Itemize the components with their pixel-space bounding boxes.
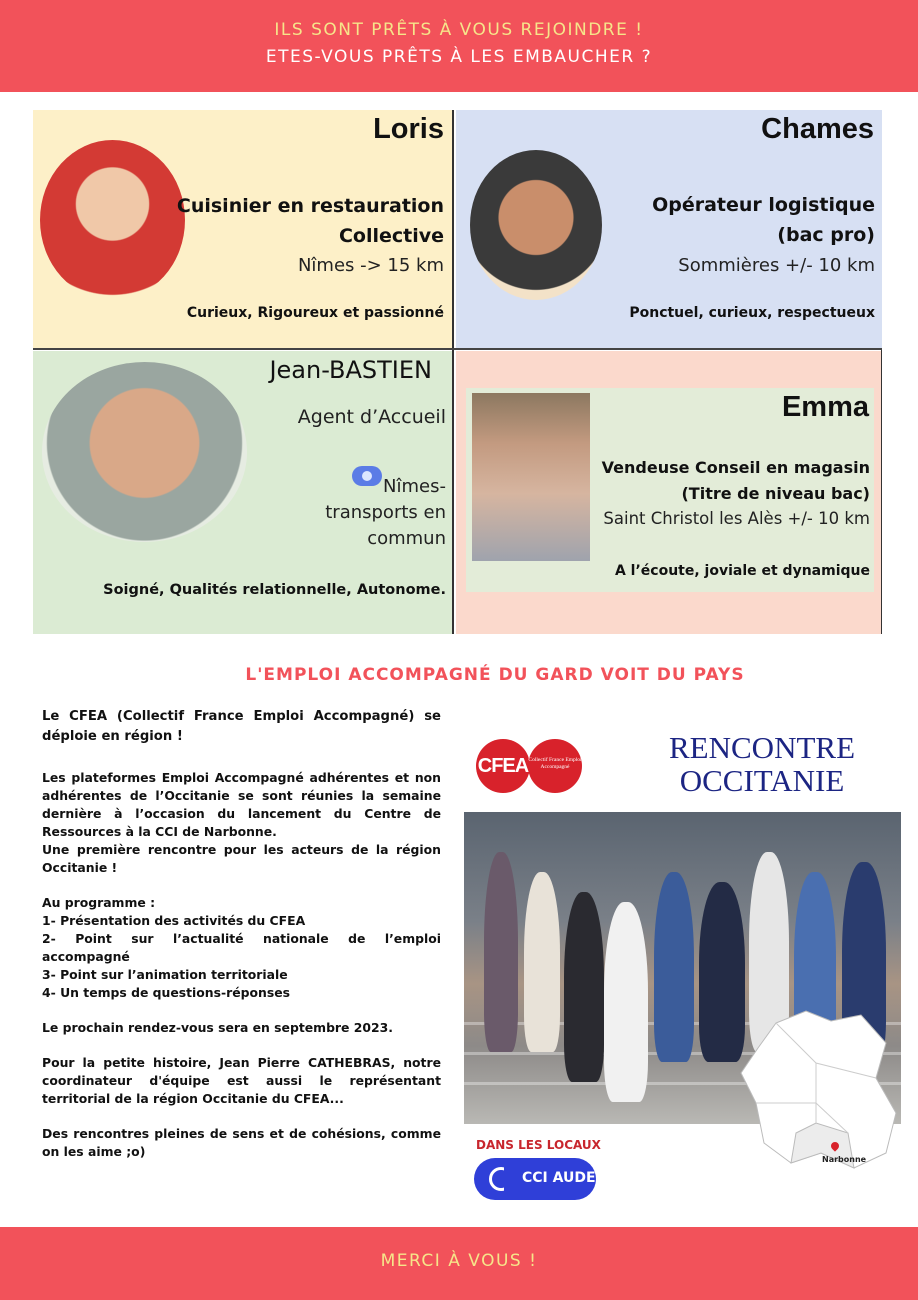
- profile-location-loris: Nîmes -> 15 km: [297, 255, 444, 276]
- cci-icon: [489, 1167, 513, 1191]
- avatar-jean-bastien: [42, 362, 247, 542]
- grid-divider-horizontal: [33, 348, 882, 350]
- bottom-banner: [0, 1227, 918, 1300]
- location-line-3: commun: [367, 528, 446, 549]
- profile-location-chames: Sommières +/- 10 km: [678, 255, 875, 276]
- article-body: [42, 707, 441, 1178]
- list-item: 1- Présentation des activités du CFEA: [42, 913, 306, 928]
- banner-line-1: ILS SONT PRÊTS À VOUS REJOINDRE !: [274, 20, 644, 40]
- profile-name-loris: Loris: [373, 113, 444, 145]
- profile-qualities-jean-bastien: Soigné, Qualités relationnelle, Autonome.: [103, 582, 446, 598]
- profile-name-jean-bastien: Jean-BASTIEN: [269, 356, 432, 384]
- article-paragraph: Des rencontres pleines de sens et de cohésions, comme on les aime ;o): [42, 1126, 441, 1159]
- article-paragraph: Les plateformes Emploi Accompagné adhérentes et non adhérentes de l’Occitanie se sont réunies la semaine dernière à l’occasion du lancement du Centre de Ressources à la CCI de Narbonne.: [42, 770, 441, 839]
- profile-job-line-1: Cuisinier en restauration: [176, 195, 444, 217]
- banner-line-2: ETES-VOUS PRÊTS À LES EMBAUCHER ?: [265, 47, 653, 67]
- avatar-chames: [470, 150, 602, 300]
- cci-aude-logo: [474, 1158, 596, 1200]
- cfea-logo: [476, 739, 586, 791]
- poster-title: [642, 731, 882, 797]
- poster-title-line-2: OCCITANIE: [679, 763, 845, 798]
- profile-qualities-loris: Curieux, Rigoureux et passionné: [186, 305, 444, 321]
- article-lead: Le CFEA (Collectif France Emploi Accompagné) se déploie en région !: [42, 709, 441, 744]
- location-line-2: transports en: [325, 502, 446, 523]
- profile-qualities-chames: Ponctuel, curieux, respectueux: [629, 305, 875, 321]
- profile-name-chames: Chames: [761, 113, 874, 145]
- profile-job-jean-bastien: Agent d’Accueil: [297, 406, 446, 428]
- article-paragraph: Pour la petite histoire, Jean Pierre CATHEBRAS, notre coordinateur d'équipe est aussi le représentant territorial de la région Occitanie du CFEA...: [42, 1055, 441, 1106]
- list-item: 2- Point sur l’actualité nationale de l’emploi accompagné: [42, 931, 441, 964]
- section-title: L'EMPLOI ACCOMPAGNÉ DU GARD VOIT DU PAYS: [245, 665, 745, 685]
- article-paragraph: Le prochain rendez-vous sera en septembre 2023.: [42, 1020, 393, 1035]
- program-title: Au programme :: [42, 895, 156, 910]
- footer-text: MERCI À VOUS !: [380, 1251, 538, 1271]
- program-list: [42, 912, 441, 1002]
- grid-divider-right: [881, 350, 882, 634]
- profile-job-line-2: Collective: [338, 225, 444, 247]
- location-line-1: Nîmes-: [383, 476, 446, 497]
- profile-job-line-2: (bac pro): [777, 224, 875, 246]
- profile-job-line-2: (Titre de niveau bac): [681, 484, 870, 503]
- poster-title-line-1: RENCONTRE: [669, 730, 855, 765]
- profile-location-jean-bastien: [325, 474, 446, 552]
- article-paragraph: Une première rencontre pour les acteurs de la région Occitanie !: [42, 842, 441, 875]
- grid-divider-vertical: [452, 110, 454, 634]
- profile-job-chames: [595, 190, 875, 250]
- cci-label: CCI AUDE: [522, 1170, 596, 1186]
- poster-location-caption: DANS LES LOCAUX: [476, 1138, 601, 1152]
- list-item: 3- Point sur l’animation territoriale: [42, 967, 288, 982]
- cfea-logo-subtitle: Collectif France Emploi Accompagné: [528, 739, 582, 793]
- profile-job-loris: [164, 191, 444, 251]
- profile-qualities-emma: A l’écoute, joviale et dynamique: [614, 563, 870, 579]
- profile-job-emma: [570, 455, 870, 507]
- profile-job-line-1: Opérateur logistique: [652, 194, 875, 216]
- top-banner: [0, 0, 918, 92]
- profile-location-emma: Saint Christol les Alès +/- 10 km: [603, 509, 870, 528]
- profile-job-line-1: Vendeuse Conseil en magasin: [601, 458, 870, 477]
- france-map: [736, 1003, 906, 1175]
- cfea-logo-text: CFEA: [476, 739, 530, 793]
- map-label: Narbonne: [822, 1155, 867, 1164]
- profile-name-emma: Emma: [781, 391, 869, 423]
- list-item: 4- Un temps de questions-réponses: [42, 985, 291, 1000]
